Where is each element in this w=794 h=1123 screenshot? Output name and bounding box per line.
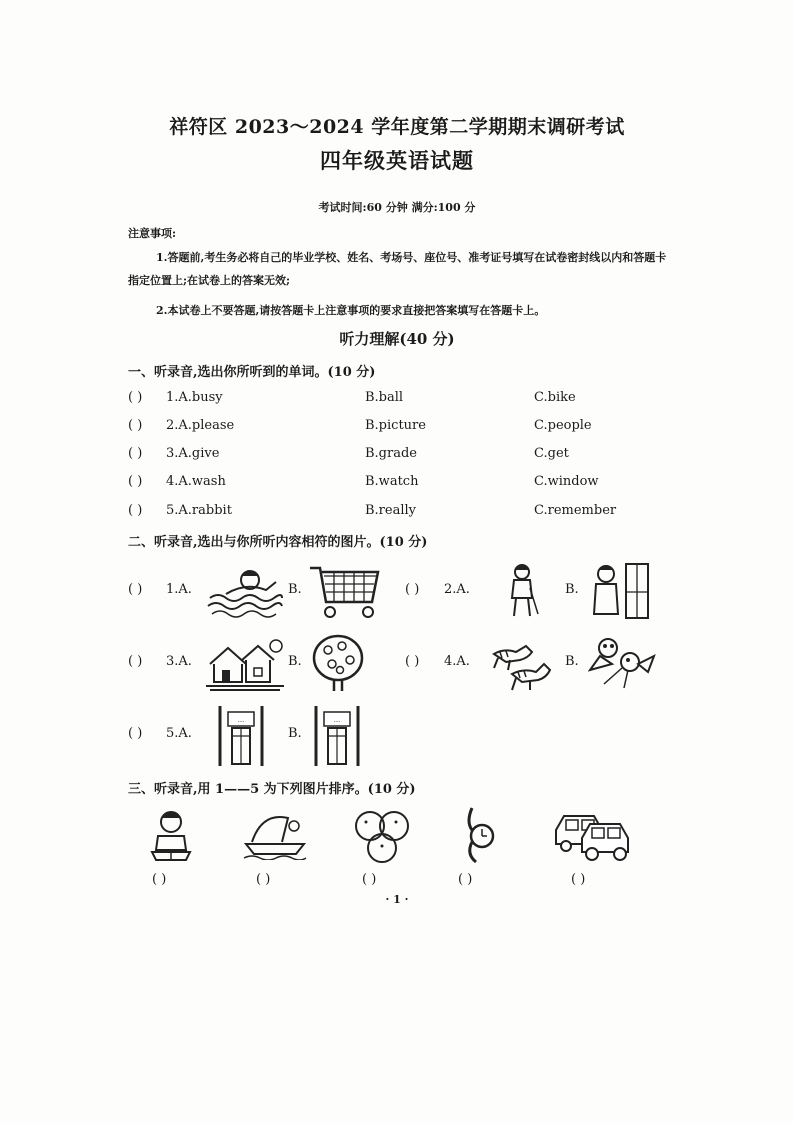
item-number: 2.A. <box>444 582 470 597</box>
answer-bracket: ( ) <box>128 726 143 741</box>
birds-picture <box>588 636 658 690</box>
sign-label: ... <box>237 716 245 724</box>
section-title: 听力理解(40 分) <box>339 330 455 348</box>
answer-bracket: ( ) <box>128 418 143 433</box>
girl-sweeping-picture <box>506 562 540 620</box>
note-item-1: 1.答题前,考生务必将自己的毕业学校、姓名、考场号、座位号、准考证号填写在试卷密封线以内和答题卡指定位置上;在试卷上的答案无效; <box>128 251 667 287</box>
oranges-picture <box>352 808 412 864</box>
watch-picture <box>462 806 498 864</box>
option-b-label: B. <box>288 726 302 741</box>
item-number: 5.A. <box>166 726 192 741</box>
order-bracket: ( ) <box>458 872 473 887</box>
option-c: C.window <box>534 474 599 489</box>
order-bracket: ( ) <box>152 872 167 887</box>
order-bracket: ( ) <box>362 872 377 887</box>
q2-heading: 二、听录音,选出与你所听内容相符的图片。(10 分) <box>128 535 428 550</box>
q1-heading: 一、听录音,选出你所听到的单词。(10 分) <box>128 365 376 380</box>
note-item-2: 2.本试卷上不要答题,请按答题卡上注意事项的要求直接把答案填写在答题卡上。 <box>156 304 546 317</box>
option-b-label: B. <box>288 582 302 597</box>
q1-row <box>128 446 688 468</box>
q1-row <box>128 418 688 440</box>
swimming-picture <box>206 564 284 620</box>
option-b-label: B. <box>565 654 579 669</box>
village-picture <box>206 634 284 692</box>
option-a: 5.A.rabbit <box>166 503 232 518</box>
q3-heading: 三、听录音,用 1——5 为下列图片排序。(10 分) <box>128 782 416 797</box>
page-number: · 1 · <box>385 893 409 906</box>
exam-title-line2: 四年级英语试题 <box>320 148 474 173</box>
option-c: C.people <box>534 418 592 433</box>
answer-bracket: ( ) <box>128 446 143 461</box>
q2-row <box>128 562 688 622</box>
item-number: 4.A. <box>444 654 470 669</box>
exam-title-line1: 祥符区 2023～2024 学年度第二学期期末调研考试 <box>169 116 625 138</box>
q2-row <box>128 706 688 766</box>
q1-row <box>128 390 688 412</box>
notes-heading: 注意事项: <box>128 227 177 240</box>
option-a: 4.A.wash <box>166 474 226 489</box>
answer-bracket: ( ) <box>128 582 143 597</box>
boy-reading-picture <box>148 808 194 862</box>
sign-label: ... <box>333 716 341 724</box>
option-b: B.really <box>365 503 417 518</box>
girl-window-picture <box>586 562 652 620</box>
option-a: 1.A.busy <box>166 390 223 405</box>
item-number: 1.A. <box>166 582 192 597</box>
classroom-door-sign-picture <box>216 706 266 766</box>
answer-bracket: ( ) <box>405 654 420 669</box>
option-b: B.ball <box>365 390 404 405</box>
cars-picture <box>552 806 634 862</box>
shopping-cart-picture <box>306 562 382 620</box>
option-b-label: B. <box>565 582 579 597</box>
answer-bracket: ( ) <box>128 654 143 669</box>
option-b-label: B. <box>288 654 302 669</box>
answer-bracket: ( ) <box>128 390 143 405</box>
q1-row <box>128 474 688 496</box>
tigers-picture <box>488 634 552 692</box>
office-door-sign-picture <box>312 706 362 766</box>
order-bracket: ( ) <box>256 872 271 887</box>
q2-row <box>128 634 688 694</box>
option-a: 2.A.please <box>166 418 235 433</box>
option-b: B.picture <box>365 418 426 433</box>
option-b: B.watch <box>365 474 419 489</box>
item-number: 3.A. <box>166 654 192 669</box>
option-b: B.grade <box>365 446 417 461</box>
answer-bracket: ( ) <box>128 474 143 489</box>
order-bracket: ( ) <box>571 872 586 887</box>
option-a: 3.A.give <box>166 446 220 461</box>
answer-bracket: ( ) <box>405 582 420 597</box>
ship-picture <box>242 808 308 860</box>
tree-picture <box>310 634 366 692</box>
option-c: C.remember <box>534 503 617 518</box>
option-c: C.get <box>534 446 569 461</box>
answer-bracket: ( ) <box>128 503 143 518</box>
q1-row <box>128 503 688 525</box>
option-c: C.bike <box>534 390 576 405</box>
exam-info: 考试时间:60 分钟 满分:100 分 <box>318 201 476 214</box>
